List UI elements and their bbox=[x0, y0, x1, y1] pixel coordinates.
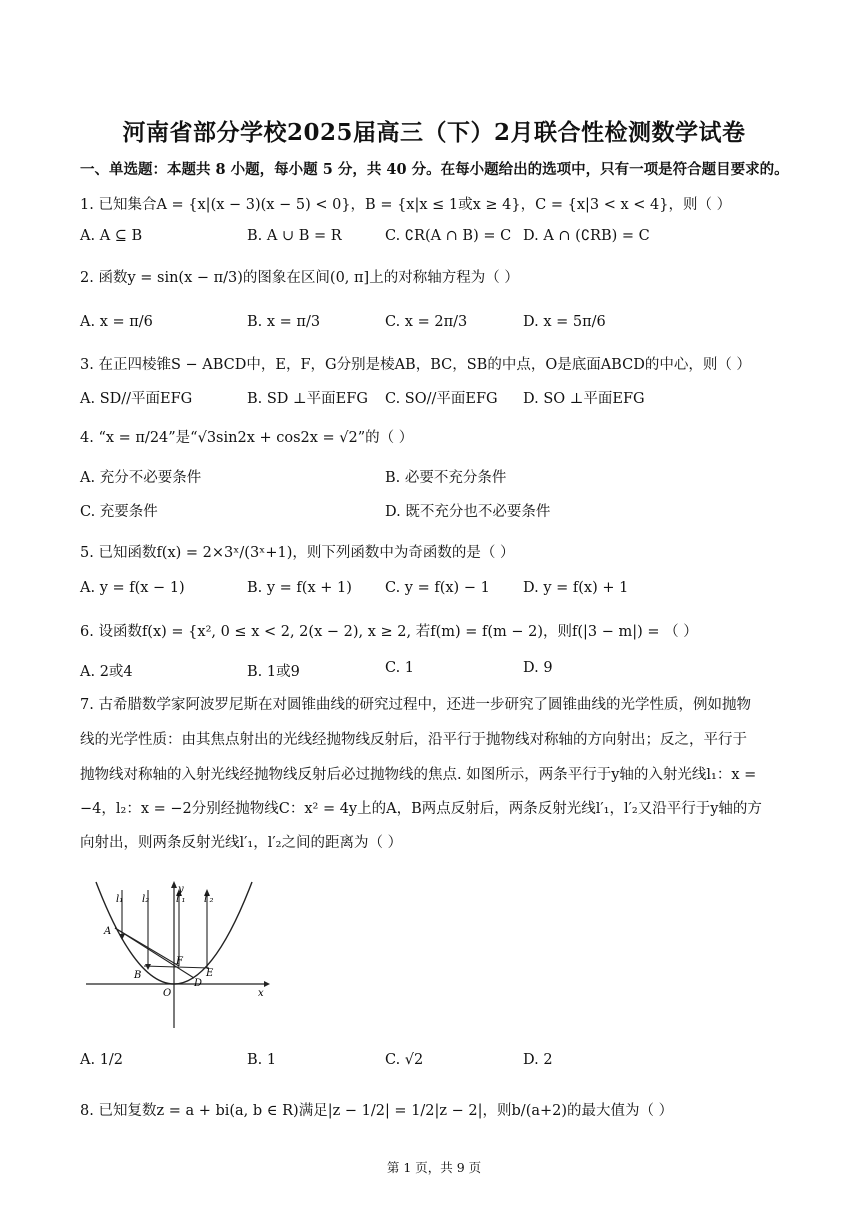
q2-stem: 2. 函数y = sin(x − π/3)的图象在区间(0, π]上的对称轴方程为（ ） bbox=[80, 270, 519, 286]
exam-title: 河南省部分学校2025届高三（下）2月联合性检测数学试卷 bbox=[122, 119, 746, 146]
page-footer: 第 1 页，共 9 页 bbox=[386, 1160, 482, 1175]
q7-option-b: B. 1 bbox=[247, 1052, 277, 1068]
label-f: F bbox=[176, 956, 183, 967]
label-l1: l₁ bbox=[116, 894, 124, 905]
q3-option-a: A. SD//平面EFG bbox=[80, 391, 193, 407]
label-y: y bbox=[178, 884, 184, 895]
q4-option-d: D. 既不充分也不必要条件 bbox=[385, 504, 551, 520]
q5-option-d: D. y = f(x) + 1 bbox=[523, 580, 629, 596]
label-x: x bbox=[258, 988, 264, 999]
q4-option-a: A. 充分不必要条件 bbox=[80, 470, 202, 486]
q7-line-5: 向射出，则两条反射光线l′₁，l′₂之间的距离为（ ） bbox=[80, 835, 403, 851]
q2-option-c: C. x = 2π/3 bbox=[385, 314, 468, 330]
q7-line-1: 7. 古希腊数学家阿波罗尼斯在对圆锥曲线的研究过程中，还进一步研究了圆锥曲线的光学性质，例如抛物 bbox=[80, 697, 751, 713]
q6-option-d: D. 9 bbox=[523, 660, 553, 676]
q7-line-2: 线的光学性质：由其焦点射出的光线经抛物线反射后，沿平行于抛物线对称轴的方向射出；反之，平行于 bbox=[80, 732, 747, 748]
q1-option-d: D. A ∩ (∁RB) = C bbox=[523, 228, 650, 244]
q3-option-b: B. SD ⊥平面EFG bbox=[247, 391, 368, 407]
parabola-figure bbox=[82, 880, 272, 1030]
q6-option-c: C. 1 bbox=[385, 660, 415, 676]
q4-option-b: B. 必要不充分条件 bbox=[385, 470, 507, 486]
label-a: A bbox=[104, 926, 112, 937]
label-b: B bbox=[134, 970, 142, 981]
q5-stem: 5. 已知函数f(x) = 2×3ˣ/(3ˣ+1)，则下列函数中为奇函数的是（ ） bbox=[80, 545, 515, 561]
q6-option-b: B. 1或9 bbox=[247, 664, 300, 680]
q6-option-a: A. 2或4 bbox=[80, 664, 133, 680]
q2-option-b: B. x = π/3 bbox=[247, 314, 321, 330]
q4-stem: 4. “x = π/24”是“√3sin2x + cos2x = √2”的（ ） bbox=[80, 430, 414, 446]
q6-stem: 6. 设函数f(x) = {x², 0 ≤ x < 2, 2(x − 2), x ≥ 2, 若f(m) = f(m − 2)，则f(|3 − m|) = （ ） bbox=[80, 624, 698, 640]
q2-option-a: A. x = π/6 bbox=[80, 314, 153, 330]
q5-option-b: B. y = f(x + 1) bbox=[247, 580, 352, 596]
q7-option-c: C. √2 bbox=[385, 1052, 424, 1068]
q3-option-d: D. SO ⊥平面EFG bbox=[523, 391, 645, 407]
q8-stem: 8. 已知复数z = a + bi(a, b ∈ R)满足|z − 1/2| = 1/2|z − 2|，则b/(a+2)的最大值为（ ） bbox=[80, 1103, 674, 1119]
q5-option-c: C. y = f(x) − 1 bbox=[385, 580, 490, 596]
q7-line-4: −4，l₂：x = −2分别经抛物线C：x² = 4y上的A，B两点反射后，两条反射光线l′₁，l′₂又沿平行于y轴的方 bbox=[80, 801, 762, 817]
q1-option-a: A. A ⊆ B bbox=[80, 228, 143, 244]
q7-option-a: A. 1/2 bbox=[80, 1052, 124, 1068]
label-o: O bbox=[163, 988, 172, 999]
q7-line-3: 抛物线对称轴的入射光线经抛物线反射后必过抛物线的焦点. 如图所示，两条平行于y轴的入射光线l₁：x = bbox=[80, 767, 757, 783]
section-heading: 一、单选题：本题共 8 小题，每小题 5 分，共 40 分。在每小题给出的选项中，只有一项是符合题目要求的。 bbox=[80, 161, 789, 178]
q1-option-b: B. A ∪ B = R bbox=[247, 228, 342, 244]
x-axis-arrow bbox=[264, 981, 270, 987]
q1-stem: 1. 已知集合A = {x|(x − 3)(x − 5) < 0}，B = {x|x ≤ 1或x ≥ 4}，C = {x|3 < x < 4}，则（ ） bbox=[80, 197, 732, 213]
q5-option-a: A. y = f(x − 1) bbox=[80, 580, 185, 596]
y-axis-arrow bbox=[171, 881, 177, 888]
label-l2p: l′₂ bbox=[204, 894, 214, 905]
q2-option-d: D. x = 5π/6 bbox=[523, 314, 606, 330]
label-e: E bbox=[206, 968, 214, 979]
label-l1p: l′₁ bbox=[176, 894, 186, 905]
label-d: D bbox=[194, 978, 203, 989]
q3-stem: 3. 在正四棱锥S − ABCD中，E，F，G分别是棱AB，BC，SB的中点，O是底面ABCD的中心，则（ ） bbox=[80, 357, 751, 373]
q7-option-d: D. 2 bbox=[523, 1052, 553, 1068]
reflect-a2 bbox=[115, 928, 194, 978]
q1-option-c: C. ∁R(A ∩ B) = C bbox=[385, 228, 512, 244]
label-l2: l₂ bbox=[142, 894, 150, 905]
q4-option-c: C. 充要条件 bbox=[80, 504, 158, 520]
q3-option-c: C. SO//平面EFG bbox=[385, 391, 498, 407]
